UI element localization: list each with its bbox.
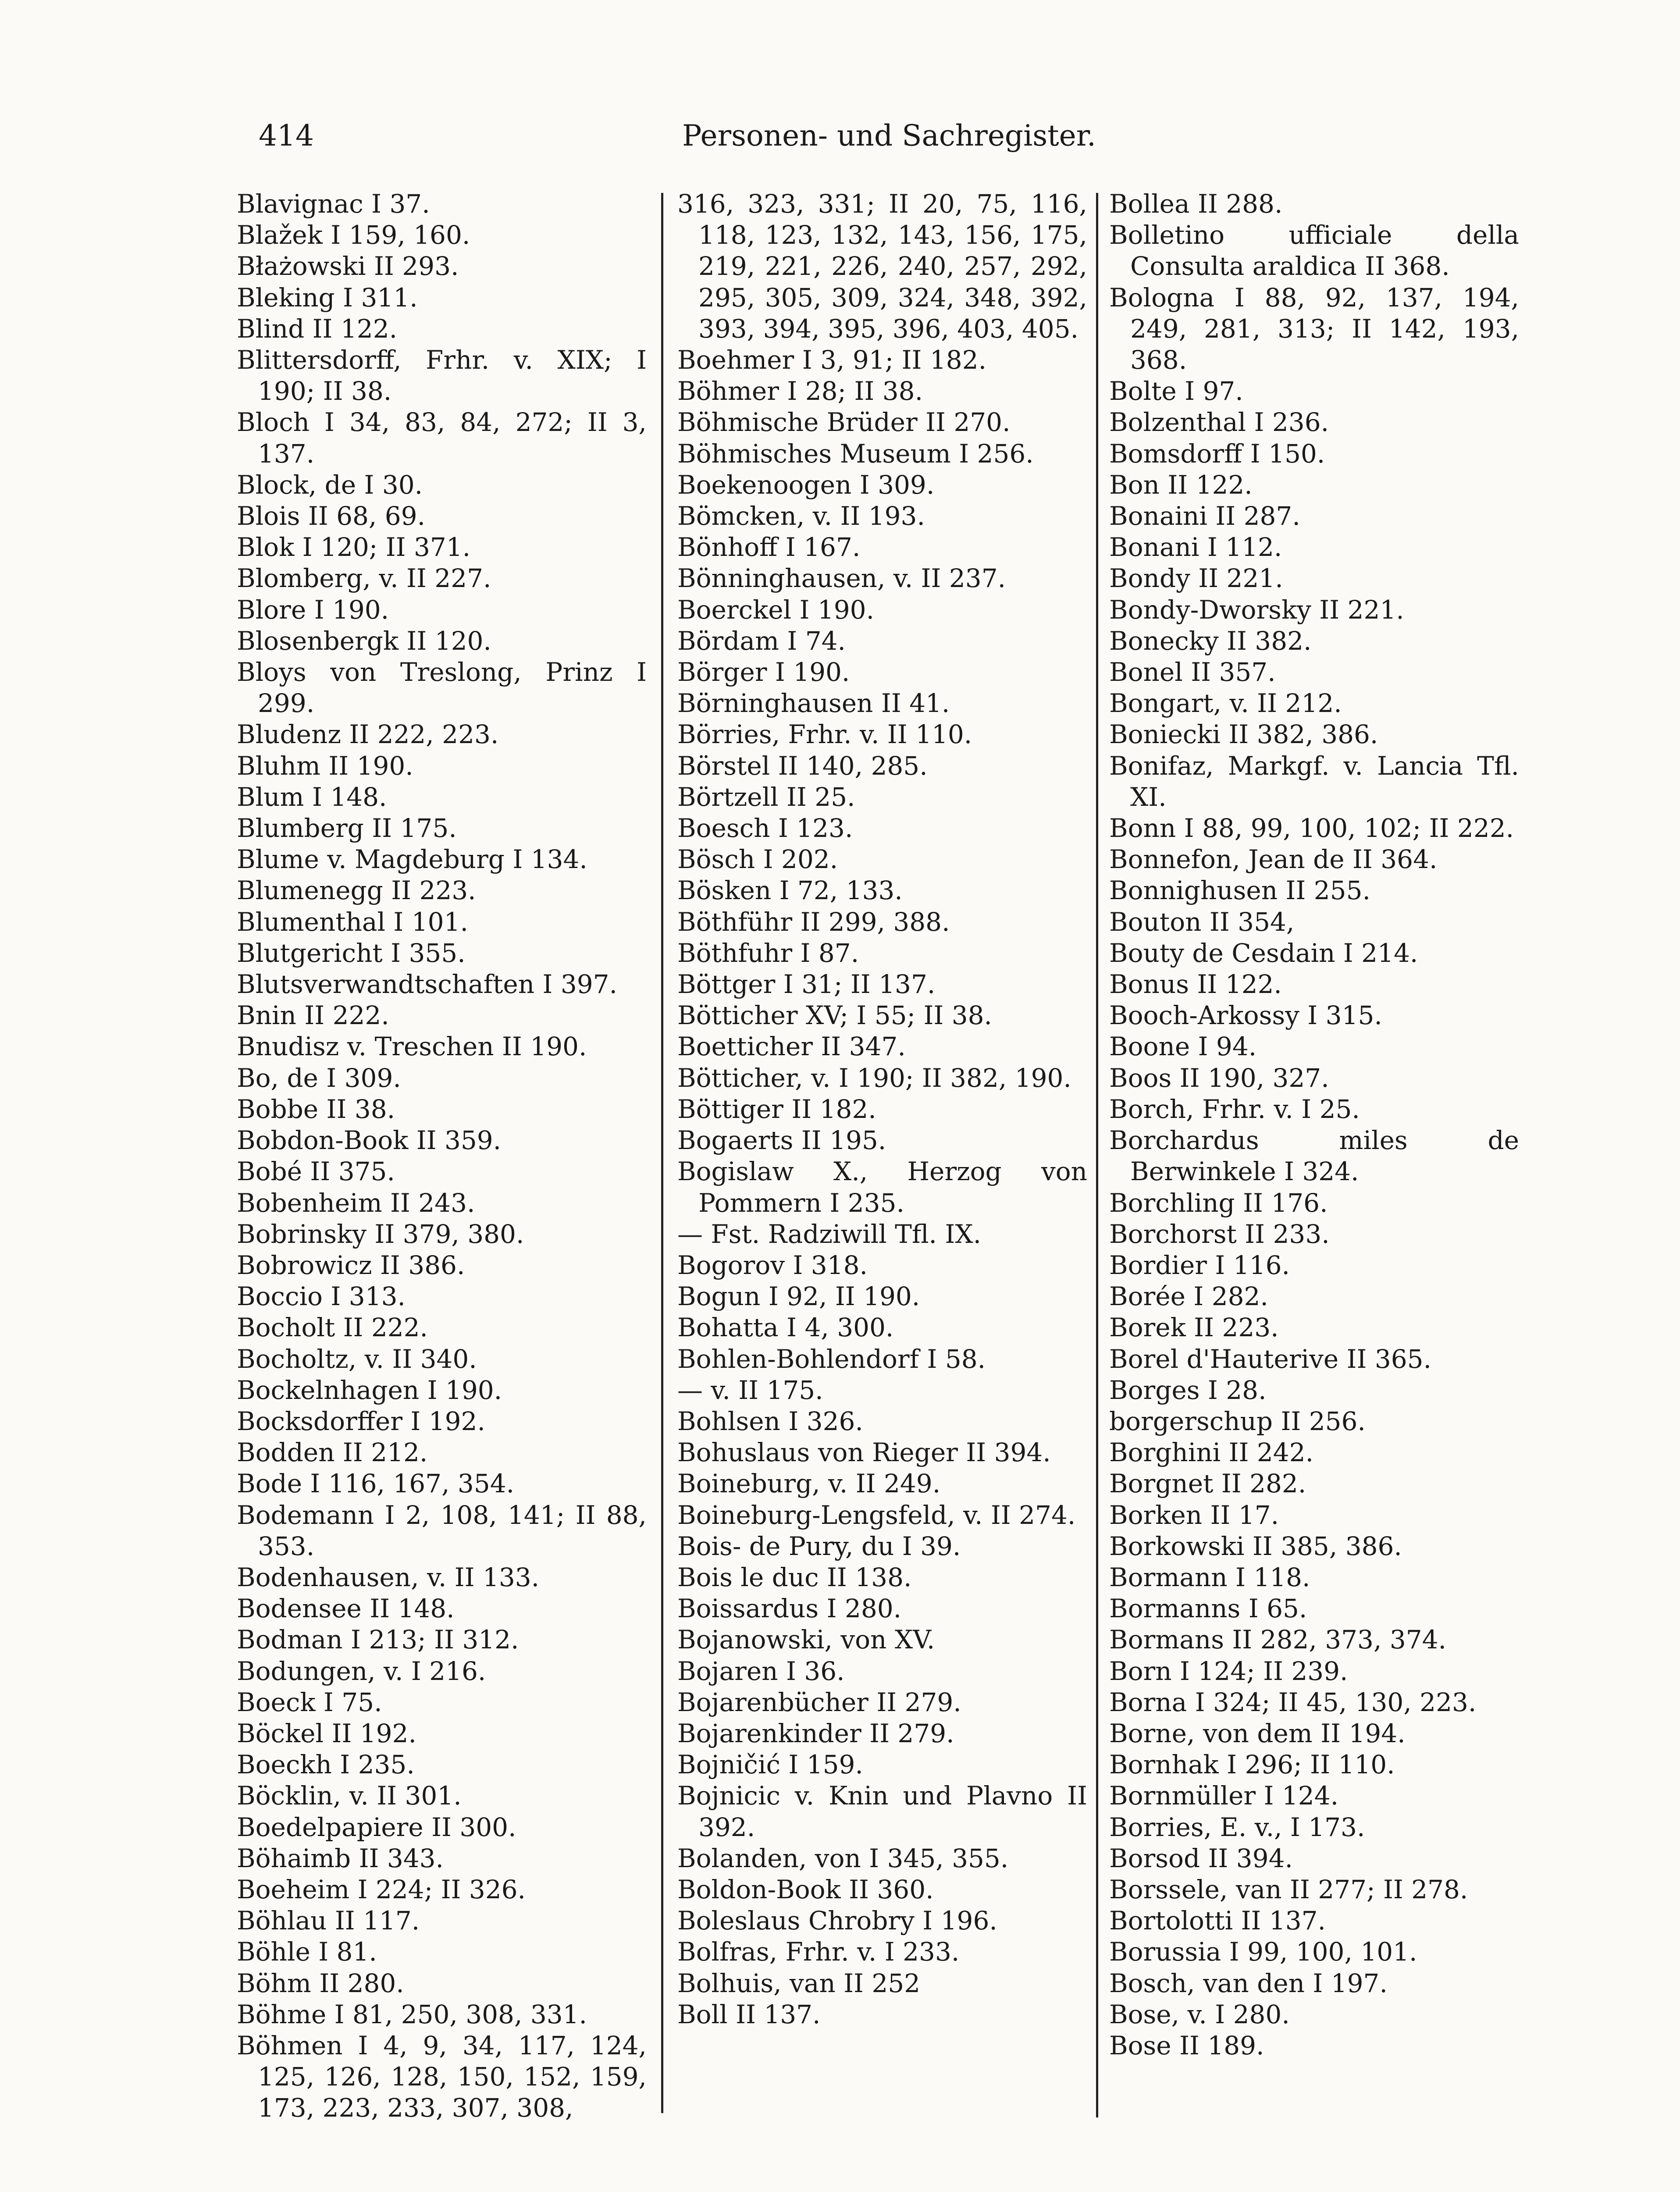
index-entry: Bolfras, Frhr. v. I 233.: [677, 1937, 960, 1967]
page-header: [259, 114, 1096, 158]
index-entry: Böhmen I 4, 9, 34, 117, 124, 125, 126, 128, 150, 152, 159, 173, 223, 233, 307, 308,: [237, 2030, 647, 2123]
index-entry: Böthführ II 299, 388.: [677, 907, 950, 937]
index-entry: Borchorst II 233.: [1109, 1219, 1330, 1249]
index-entry: Bonecky II 382.: [1109, 626, 1312, 656]
index-entry: — Fst. Radziwill Tfl. IX.: [677, 1219, 982, 1249]
index-entry: Bogaerts II 195.: [677, 1125, 886, 1156]
index-entry: Born I 124; II 239.: [1109, 1656, 1348, 1686]
index-entry: Böhlau II 117.: [237, 1906, 420, 1936]
index-entry: Borna I 324; II 45, 130, 223.: [1109, 1687, 1477, 1717]
index-entry: Bojarenkinder II 279.: [677, 1718, 954, 1748]
index-entry: Boedelpapiere II 300.: [237, 1812, 516, 1842]
index-entry: Bosch, van den I 197.: [1109, 1968, 1388, 1998]
index-entry: Bojaren I 36.: [677, 1656, 845, 1686]
index-entry: Börger I 190.: [677, 657, 850, 687]
index-entry: Blois II 68, 69.: [237, 501, 426, 531]
index-entry: Bornmüller I 124.: [1109, 1781, 1339, 1811]
index-entry: Błażowski II 293.: [237, 251, 459, 281]
index-entry: Boeck I 75.: [237, 1687, 382, 1717]
index-entry: Bloch I 34, 83, 84, 272; II 3, 137.: [237, 407, 647, 469]
index-entry: Borsod II 394.: [1109, 1843, 1293, 1873]
index-entry: Borgnet II 282.: [1109, 1469, 1306, 1499]
index-column-1: [237, 189, 647, 2124]
index-entry: Böttger I 31; II 137.: [677, 969, 936, 1000]
index-entry: Bonnefon, Jean de II 364.: [1109, 844, 1438, 875]
index-entry: Borek II 223.: [1109, 1313, 1279, 1343]
index-entry: Borges I 28.: [1109, 1375, 1267, 1405]
index-entry: Boesch I 123.: [677, 813, 853, 843]
index-entry: Bonani I 112.: [1109, 532, 1282, 562]
index-entry: — v. II 175.: [677, 1375, 823, 1405]
index-entry: Borries, E. v., I 173.: [1109, 1812, 1365, 1842]
index-entry: Bolanden, von I 345, 355.: [677, 1843, 1009, 1873]
index-entry: Bojarenbücher II 279.: [677, 1687, 961, 1717]
index-entry: Bollea II 288.: [1109, 189, 1283, 219]
index-entry: Bonifaz, Markgf. v. Lancia Tfl. XI.: [1109, 751, 1519, 812]
index-entry: Bludenz II 222, 223.: [237, 719, 499, 750]
index-entry: Bogislaw X., Herzog von Pommern I 235.: [677, 1156, 1087, 1218]
index-entry: Block, de I 30.: [237, 470, 423, 500]
index-entry: Bocholtz, v. II 340.: [237, 1344, 477, 1374]
index-entry: Borel d'Hauterive II 365.: [1109, 1344, 1431, 1374]
index-entry: Bohuslaus von Rieger II 394.: [677, 1438, 1051, 1468]
index-entry: Bormanns I 65.: [1109, 1594, 1307, 1624]
index-entry: Bötticher XV; I 55; II 38.: [677, 1000, 992, 1031]
index-entry: Bonus II 122.: [1109, 969, 1282, 1000]
index-entry: Bon II 122.: [1109, 470, 1253, 500]
index-entry: Böhm II 280.: [237, 1968, 404, 1998]
index-entry: Bönhoff I 167.: [677, 532, 861, 562]
index-column-3: [1109, 189, 1519, 2061]
index-entry: Boone I 94.: [1109, 1032, 1257, 1062]
index-entry: Bobdon-Book II 359.: [237, 1125, 502, 1156]
index-entry: Borchardus miles de Berwinkele I 324.: [1109, 1125, 1519, 1187]
index-entry: Bolhuis, van II 252: [677, 1968, 921, 1998]
index-entry: Bongart, v. II 212.: [1109, 688, 1342, 719]
index-entry: Bodensee II 148.: [237, 1594, 455, 1624]
index-entry: Bötticher, v. I 190; II 382, 190.: [677, 1063, 1071, 1093]
index-entry: Bluhm II 190.: [237, 751, 413, 781]
index-entry: Borne, von dem II 194.: [1109, 1718, 1406, 1748]
index-entry: 316, 323, 331; II 20, 75, 116, 118, 123, 132, 143, 156, 175, 219, 221, 226, 240, 257, 292, 295, 305, 309, 324, 348, 392, 393, 394, 395, 396, 403, 405.: [677, 189, 1087, 344]
index-entry: Bouty de Cesdain I 214.: [1109, 938, 1418, 968]
index-entry: Bocholt II 222.: [237, 1313, 428, 1343]
index-entry: Boeheim I 224; II 326.: [237, 1874, 526, 1904]
index-entry: Booch-Arkossy I 315.: [1109, 1000, 1382, 1031]
index-entry: Bockelnhagen I 190.: [237, 1375, 502, 1405]
index-entry: Bönninghausen, v. II 237.: [677, 563, 1006, 594]
index-entry: Borssele, van II 277; II 278.: [1109, 1874, 1468, 1904]
index-entry: Böhle I 81.: [237, 1937, 377, 1967]
index-entry: Bose, v. I 280.: [1109, 1999, 1290, 2029]
index-entry: Böhmische Brüder II 270.: [677, 407, 1011, 438]
index-entry: Bloys von Treslong, Prinz I 299.: [237, 657, 647, 719]
index-entry: Bois le duc II 138.: [677, 1562, 912, 1592]
index-entry: Blittersdorff, Frhr. v. XIX; I 190; II 38.: [237, 345, 647, 406]
index-entry: Bolzenthal I 236.: [1109, 407, 1329, 438]
index-entry: Bondy II 221.: [1109, 563, 1283, 594]
index-entry: Bormans II 282, 373, 374.: [1109, 1625, 1446, 1655]
index-entry: Böthfuhr I 87.: [677, 938, 859, 968]
index-entry: Börtzell II 25.: [677, 782, 855, 812]
index-entry: Böhmer I 28; II 38.: [677, 376, 923, 406]
index-entry: Bonn I 88, 99, 100, 102; II 222.: [1109, 813, 1514, 843]
index-entry: Blavignac I 37.: [237, 189, 430, 219]
index-entry: Boldon-Book II 360.: [677, 1874, 934, 1904]
index-entry: Bobrowicz II 386.: [237, 1250, 465, 1280]
index-entry: Böhmisches Museum I 256.: [677, 438, 1034, 469]
index-entry: Bojničić I 159.: [677, 1750, 863, 1780]
index-entry: Borussia I 99, 100, 101.: [1109, 1937, 1417, 1967]
index-entry: Bomsdorff I 150.: [1109, 438, 1325, 469]
index-entry: Börninghausen II 41.: [677, 688, 950, 719]
index-entry: Bojnicic v. Knin und Plavno II 392.: [677, 1781, 1087, 1842]
index-entry: Boineburg-Lengsfeld, v. II 274.: [677, 1500, 1076, 1530]
index-entry: Börstel II 140, 285.: [677, 751, 928, 781]
index-entry: Boniecki II 382, 386.: [1109, 719, 1378, 750]
index-entry: Bodungen, v. I 216.: [237, 1656, 486, 1686]
index-entry: Bohatta I 4, 300.: [677, 1313, 894, 1343]
index-entry: Bo, de I 309.: [237, 1063, 401, 1093]
index-entry: Bobbe II 38.: [237, 1094, 395, 1124]
index-entry: Bösch I 202.: [677, 844, 838, 875]
index-entry: Bocksdorffer I 192.: [237, 1406, 485, 1436]
index-entry: Bleking I 311.: [237, 282, 418, 313]
index-entry: Bolte I 97.: [1109, 376, 1243, 406]
index-entry: Bornhak I 296; II 110.: [1109, 1750, 1395, 1780]
index-entry: Boleslaus Chrobry I 196.: [677, 1906, 997, 1936]
index-entry: Blind II 122.: [237, 313, 398, 344]
index-entry: Bonel II 357.: [1109, 657, 1276, 687]
index-entry: Bode I 116, 167, 354.: [237, 1469, 515, 1499]
index-entry: Bobenheim II 243.: [237, 1188, 475, 1218]
index-entry: Blum I 148.: [237, 782, 387, 812]
index-entry: Blore I 190.: [237, 594, 389, 625]
index-entry: Boccio I 313.: [237, 1281, 406, 1312]
index-entry: Blažek I 159, 160.: [237, 220, 470, 250]
index-entry: Bördam I 74.: [677, 626, 846, 656]
index-entry: Blomberg, v. II 227.: [237, 563, 491, 594]
index-entry: Bose II 189.: [1109, 2030, 1264, 2060]
index-entry: Bnudisz v. Treschen II 190.: [237, 1032, 587, 1062]
index-entry: Bogun I 92, II 190.: [677, 1281, 920, 1312]
index-entry: Bolletino ufficiale della Consulta araldica II 368.: [1109, 220, 1519, 281]
index-entry: Bnin II 222.: [237, 1000, 389, 1031]
index-entry: Bonaini II 287.: [1109, 501, 1300, 531]
index-entry: Bormann I 118.: [1109, 1562, 1310, 1592]
index-entry: Blumenthal I 101.: [237, 907, 468, 937]
index-entry: Boerckel I 190.: [677, 594, 875, 625]
index-entry: Boissardus I 280.: [677, 1594, 902, 1624]
index-entry: Borkowski II 385, 386.: [1109, 1531, 1402, 1561]
index-entry: Boehmer I 3, 91; II 182.: [677, 345, 987, 375]
index-entry: Bohlsen I 326.: [677, 1406, 863, 1436]
running-title: Personen- und Sachregister.: [682, 119, 1096, 153]
index-entry: Bois- de Pury, du I 39.: [677, 1531, 961, 1561]
index-entry: Bodman I 213; II 312.: [237, 1625, 519, 1655]
index-entry: Böttiger II 182.: [677, 1094, 876, 1124]
page-number: 414: [259, 119, 314, 153]
column-divider-1: [661, 193, 663, 2113]
index-entry: Bologna I 88, 92, 137, 194, 249, 281, 313; II 142, 193, 368.: [1109, 282, 1519, 375]
index-entry: Boeckh I 235.: [237, 1750, 415, 1780]
index-entry: Blutsverwandtschaften I 397.: [237, 969, 617, 1000]
index-entry: Bortolotti II 137.: [1109, 1906, 1326, 1936]
index-entry: Borghini II 242.: [1109, 1438, 1314, 1468]
index-entry: Blutgericht I 355.: [237, 938, 466, 968]
index-entry: Bouton II 354,: [1109, 907, 1295, 937]
index-entry: Blumenegg II 223.: [237, 875, 476, 906]
index-entry: Blumberg II 175.: [237, 813, 457, 843]
index-entry: Bonnighusen II 255.: [1109, 875, 1370, 906]
index-entry: Boetticher II 347.: [677, 1032, 906, 1062]
index-entry: Böcklin, v. II 301.: [237, 1781, 462, 1811]
index-entry: Bogorov I 318.: [677, 1250, 868, 1280]
index-entry: Bondy-Dworsky II 221.: [1109, 594, 1404, 625]
index-entry: Boos II 190, 327.: [1109, 1063, 1329, 1093]
index-column-2: [677, 189, 1087, 2030]
index-entry: Bodden II 212.: [237, 1438, 428, 1468]
column-divider-2: [1096, 193, 1098, 2117]
index-entry: Bodemann I 2, 108, 141; II 88, 353.: [237, 1500, 647, 1561]
index-entry: Bösken I 72, 133.: [677, 875, 903, 906]
index-entry: Borée I 282.: [1109, 1281, 1268, 1312]
index-entry: Bordier I 116.: [1109, 1250, 1290, 1280]
index-entry: Bodenhausen, v. II 133.: [237, 1562, 540, 1592]
index-entry: Bohlen-Bohlendorf I 58.: [677, 1344, 986, 1374]
index-entry: Blok I 120; II 371.: [237, 532, 471, 562]
index-entry: Blume v. Magdeburg I 134.: [237, 844, 587, 875]
index-entry: Boll II 137.: [677, 1999, 821, 2029]
index-entry: Böckel II 192.: [237, 1718, 416, 1748]
index-entry: Blosenbergk II 120.: [237, 626, 491, 656]
index-entry: Borken II 17.: [1109, 1500, 1279, 1530]
index-entry: Bobé II 375.: [237, 1156, 395, 1187]
index-entry: Borchling II 176.: [1109, 1188, 1328, 1218]
index-entry: Börries, Frhr. v. II 110.: [677, 719, 972, 750]
index-entry: Bobrinsky II 379, 380.: [237, 1219, 524, 1249]
index-entry: Böhaimb II 343.: [237, 1843, 444, 1873]
index-entry: Böhme I 81, 250, 308, 331.: [237, 1999, 587, 2029]
index-entry: Bömcken, v. II 193.: [677, 501, 925, 531]
index-entry: Boineburg, v. II 249.: [677, 1469, 941, 1499]
index-entry: Boekenoogen I 309.: [677, 470, 935, 500]
index-entry: borgerschup II 256.: [1109, 1406, 1366, 1436]
index-entry: Bojanowski, von XV.: [677, 1625, 935, 1655]
index-entry: Borch, Frhr. v. I 25.: [1109, 1094, 1360, 1124]
